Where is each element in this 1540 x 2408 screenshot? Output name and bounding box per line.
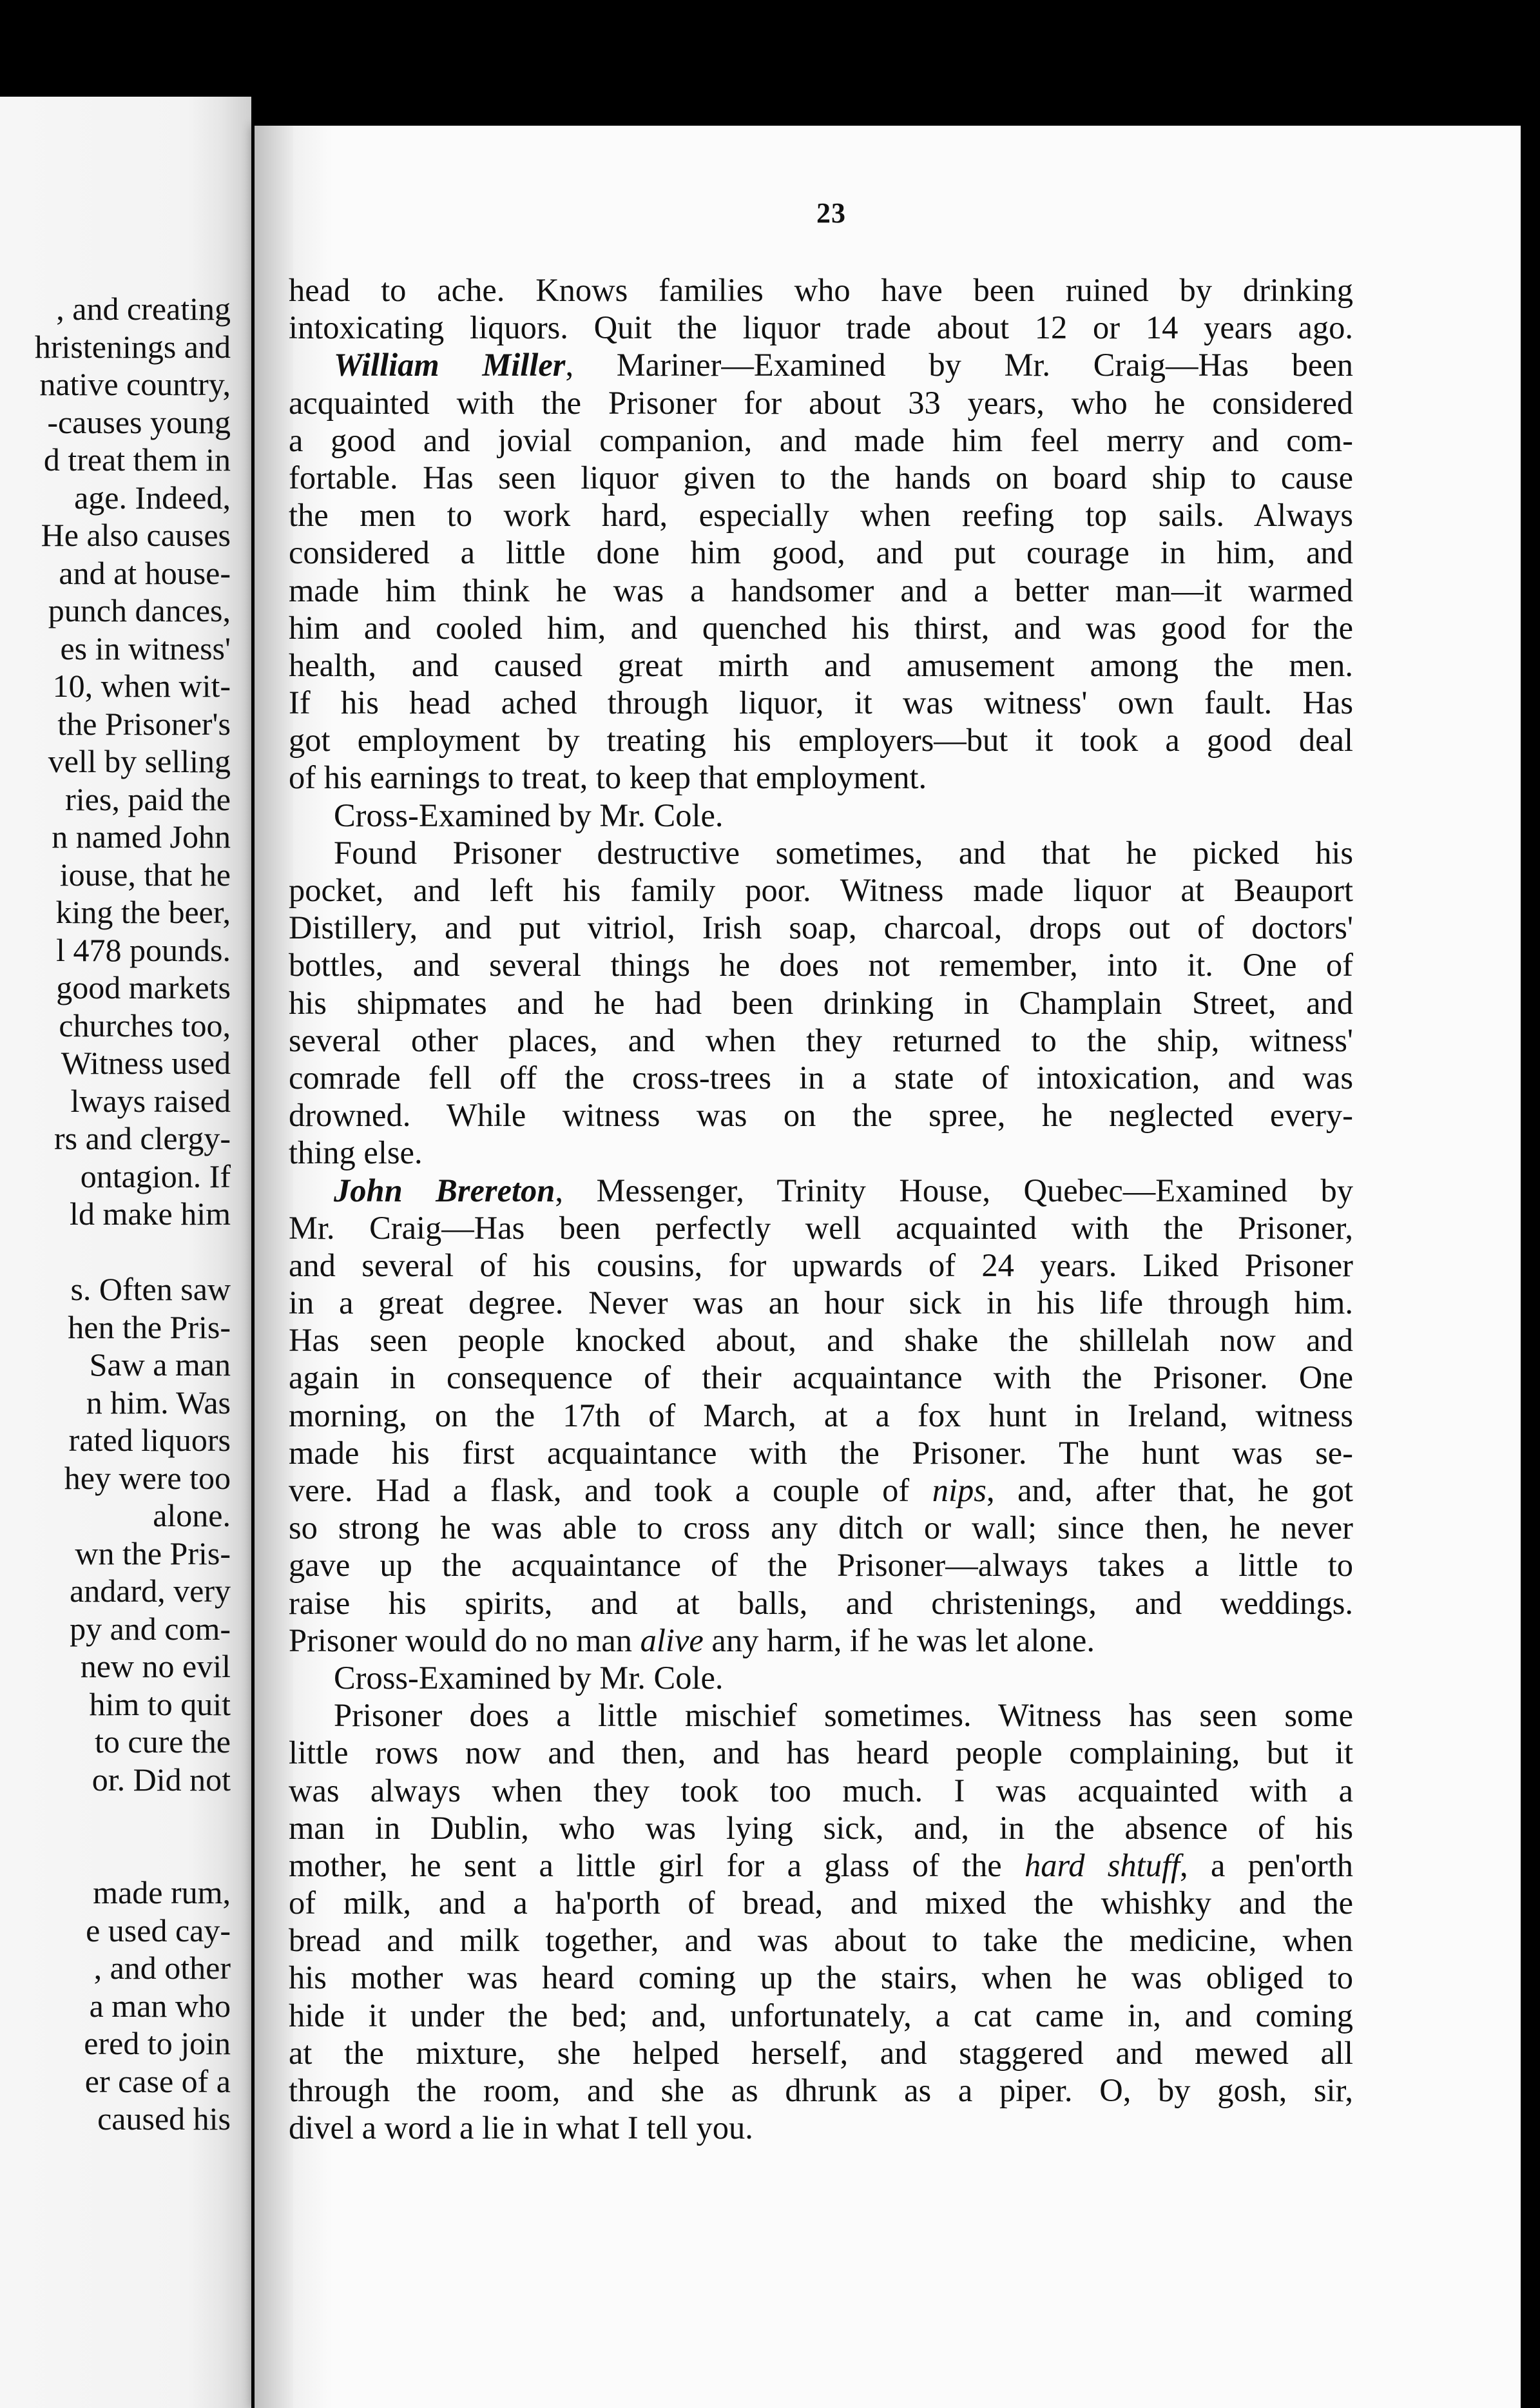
left-page-line: n him. Was bbox=[86, 1384, 231, 1421]
text-line: drowned. While witness was on the spree, he neglected every- bbox=[289, 1097, 1353, 1134]
text-line: intoxicating liquors. Quit the liquor trade about 12 or 14 years ago. bbox=[289, 309, 1353, 346]
text-line: head to ache. Knows families who have been ruined by drinking bbox=[289, 272, 1353, 308]
text-line: Has seen people knocked about, and shake the shillelah now and bbox=[289, 1322, 1353, 1359]
witness-entry-heading bbox=[289, 346, 1353, 384]
left-page-line: n named John bbox=[52, 819, 231, 855]
text-line bbox=[289, 1622, 1353, 1659]
left-page-line: vell by selling bbox=[48, 743, 231, 779]
left-page-line: hey were too bbox=[64, 1459, 231, 1496]
text-line: of milk, and a ha'porth of bread, and mixed the whishky and the bbox=[289, 1885, 1353, 1921]
witness-entry-heading bbox=[289, 1172, 1353, 1209]
left-page-line: and at house- bbox=[59, 554, 231, 591]
left-page-line: Saw a man bbox=[89, 1346, 231, 1383]
text-line: the men to work hard, especially when reefing top sails. Always bbox=[289, 497, 1353, 534]
left-page-line bbox=[0, 1836, 231, 1874]
left-page-line: punch dances, bbox=[48, 592, 231, 628]
left-page-line: the Prisoner's bbox=[57, 705, 231, 742]
left-page-line: wn the Pris- bbox=[75, 1535, 231, 1571]
left-page-line: , and creating bbox=[56, 291, 231, 327]
left-page-line: rs and clergy- bbox=[54, 1120, 231, 1156]
text-line: raise his spirits, and at balls, and christenings, and weddings. bbox=[289, 1584, 1353, 1621]
text-line: morning, on the 17th of March, at a fox hunt in Ireland, witness bbox=[289, 1397, 1353, 1433]
text-line: in a great degree. Never was an hour sick in his life through him. bbox=[289, 1285, 1353, 1321]
left-page-line: made rum, bbox=[93, 1874, 231, 1910]
text-line: considered a little done him good, and put courage in him, and bbox=[289, 534, 1353, 571]
left-page-line: e used cay- bbox=[86, 1912, 231, 1948]
left-page-line: iouse, that he bbox=[59, 856, 231, 893]
text-line bbox=[289, 1847, 1353, 1884]
italic-word: alive bbox=[640, 1622, 704, 1658]
text-line: and several of his cousins, for upwards of 24 years. Liked Prisoner bbox=[289, 1247, 1353, 1283]
left-page-line: ered to join bbox=[84, 2025, 231, 2061]
text-line: Mr. Craig—Has been perfectly well acquainted with the Prisoner, bbox=[289, 1209, 1353, 1246]
text-line: , Messenger, Trinity House, Quebec—Examined by bbox=[555, 1172, 1353, 1209]
left-page-line: andard, very bbox=[70, 1573, 231, 1609]
italic-word: nips bbox=[932, 1472, 987, 1508]
left-page-line: lways raised bbox=[70, 1082, 231, 1119]
text-line: pocket, and left his family poor. Witness made liquor at Beauport bbox=[289, 872, 1353, 908]
left-page-line: l 478 pounds. bbox=[56, 931, 231, 968]
left-page-line: ontagion. If bbox=[80, 1158, 231, 1194]
text-line: little rows now and then, and has heard people complaining, but it bbox=[289, 1734, 1353, 1771]
text-line: at the mixture, she helped herself, and staggered and mewed all bbox=[289, 2034, 1353, 2071]
italic-phrase: hard shtuff bbox=[1024, 1847, 1180, 1883]
left-page-line: good markets bbox=[56, 969, 231, 1005]
left-page-line: churches too, bbox=[59, 1007, 231, 1044]
text-segment: mother, he sent a little girl for a glass of the bbox=[289, 1847, 1025, 1883]
text-line: fortable. Has seen liquor given to the hands on board ship to cause bbox=[289, 459, 1353, 496]
text-segment: , a pen'orth bbox=[1180, 1847, 1354, 1883]
left-page-line: , and other bbox=[93, 1950, 231, 1986]
page-body-text bbox=[289, 271, 1353, 2146]
cross-examined-heading: Cross-Examined by Mr. Cole. bbox=[334, 797, 724, 833]
left-page-line: ld make him bbox=[70, 1196, 231, 1232]
text-line: thing else. bbox=[289, 1134, 423, 1171]
book-gutter bbox=[255, 126, 293, 2408]
left-page-line: him to quit bbox=[89, 1685, 231, 1722]
left-page-line: ries, paid the bbox=[65, 781, 231, 817]
text-line: several other places, and when they returned to the ship, witness' bbox=[289, 1022, 1353, 1058]
left-page-line: py and com- bbox=[70, 1610, 231, 1647]
left-page-line: to cure the bbox=[94, 1723, 231, 1760]
text-segment: , and, after that, he got bbox=[986, 1472, 1353, 1508]
left-page-line: native country, bbox=[39, 366, 231, 402]
text-line: through the room, and she as dhrunk as a piper. O, by gosh, sir, bbox=[289, 2072, 1353, 2108]
left-page-line bbox=[0, 1233, 231, 1271]
witness-name: William Miller bbox=[334, 347, 566, 384]
text-line: a good and jovial companion, and made him feel merry and com- bbox=[289, 422, 1353, 458]
text-line: bread and milk together, and was about to take the medicine, when bbox=[289, 1922, 1353, 1959]
text-line: comrade fell off the cross-trees in a state of intoxication, and was bbox=[289, 1059, 1353, 1096]
left-page-text bbox=[0, 290, 231, 2138]
text-line: bottles, and several things he does not remember, into it. One of bbox=[289, 947, 1353, 984]
text-line: made his first acquaintance with the Prisoner. The hunt was se- bbox=[289, 1434, 1353, 1471]
cross-examined-heading: Cross-Examined by Mr. Cole. bbox=[334, 1659, 724, 1696]
left-page-line: d treat them in bbox=[43, 442, 231, 478]
text-line: man in Dublin, who was lying sick, and, in the absence of his bbox=[289, 1809, 1353, 1846]
left-page-line: s. Often saw bbox=[70, 1271, 231, 1307]
left-page-line: -causes young bbox=[47, 403, 231, 440]
left-page-line: king the beer, bbox=[55, 894, 231, 930]
text-line: again in consequence of their acquaintance with the Prisoner. One bbox=[289, 1359, 1353, 1396]
left-page-line: or. Did not bbox=[91, 1761, 231, 1798]
text-line: hide it under the bed; and, unfortunately, a cat came in, and coming bbox=[289, 1997, 1353, 2034]
left-page-line: er case of a bbox=[84, 2063, 231, 2099]
text-line: acquainted with the Prisoner for about 33 years, who he considered bbox=[289, 384, 1353, 421]
left-page-line: caused his bbox=[97, 2101, 231, 2137]
text-line: his mother was heard coming up the stairs, when he was obliged to bbox=[289, 1959, 1353, 1996]
text-line bbox=[289, 1471, 1353, 1509]
left-page-line: 10, when wit- bbox=[52, 668, 231, 704]
left-page-line: Witness used bbox=[61, 1045, 231, 1081]
text-segment: Prisoner would do no man bbox=[289, 1622, 640, 1658]
left-page-line: hen the Pris- bbox=[68, 1308, 231, 1345]
left-page-line: hristenings and bbox=[34, 328, 231, 365]
text-line: Prisoner does a little mischief sometimes. Witness has seen some bbox=[334, 1697, 1353, 1734]
text-line: his shipmates and he had been drinking in Champlain Street, and bbox=[289, 984, 1353, 1021]
left-page-line bbox=[0, 1798, 231, 1836]
left-page-line: es in witness' bbox=[60, 630, 231, 666]
text-line: Distillery, and put vitriol, Irish soap, charcoal, drops out of doctors' bbox=[289, 909, 1353, 946]
text-segment: any harm, if he was let alone. bbox=[703, 1622, 1095, 1658]
text-line: gave up the acquaintance of the Prisoner—always takes a little to bbox=[289, 1547, 1353, 1584]
left-page-line: rated liquors bbox=[68, 1422, 231, 1458]
text-line: Found Prisoner destructive sometimes, and that he picked his bbox=[334, 834, 1353, 871]
left-page-line: age. Indeed, bbox=[74, 479, 231, 516]
text-line: got employment by treating his employers—but it took a good deal bbox=[289, 722, 1353, 759]
text-line: of his earnings to treat, to keep that employment. bbox=[289, 759, 927, 796]
text-line: divel a word a lie in what I tell you. bbox=[289, 2110, 753, 2146]
left-page-line: a man who bbox=[89, 1987, 231, 2024]
text-line: so strong he was able to cross any ditch or wall; since then, he never bbox=[289, 1510, 1353, 1546]
left-page-fragment bbox=[0, 97, 251, 2408]
text-line: health, and caused great mirth and amusement among the men. bbox=[289, 646, 1353, 683]
witness-name: John Brereton bbox=[334, 1172, 555, 1209]
left-page-line: new no evil bbox=[80, 1648, 231, 1684]
left-page-line: alone. bbox=[153, 1497, 231, 1533]
text-segment: vere. Had a flask, and took a couple of bbox=[289, 1472, 932, 1508]
text-line: made him think he was a handsomer and a better man—it warmed bbox=[289, 572, 1353, 608]
left-page-line: He also causes bbox=[41, 517, 231, 553]
text-line: was always when they took too much. I was acquainted with a bbox=[289, 1772, 1353, 1809]
text-line: him and cooled him, and quenched his thirst, and was good for the bbox=[289, 609, 1353, 646]
text-line: If his head ached through liquor, it was witness' own fault. Has bbox=[289, 685, 1353, 721]
text-line: , Mariner—Examined by Mr. Craig—Has been bbox=[565, 347, 1353, 384]
page-number: 23 bbox=[816, 197, 846, 229]
